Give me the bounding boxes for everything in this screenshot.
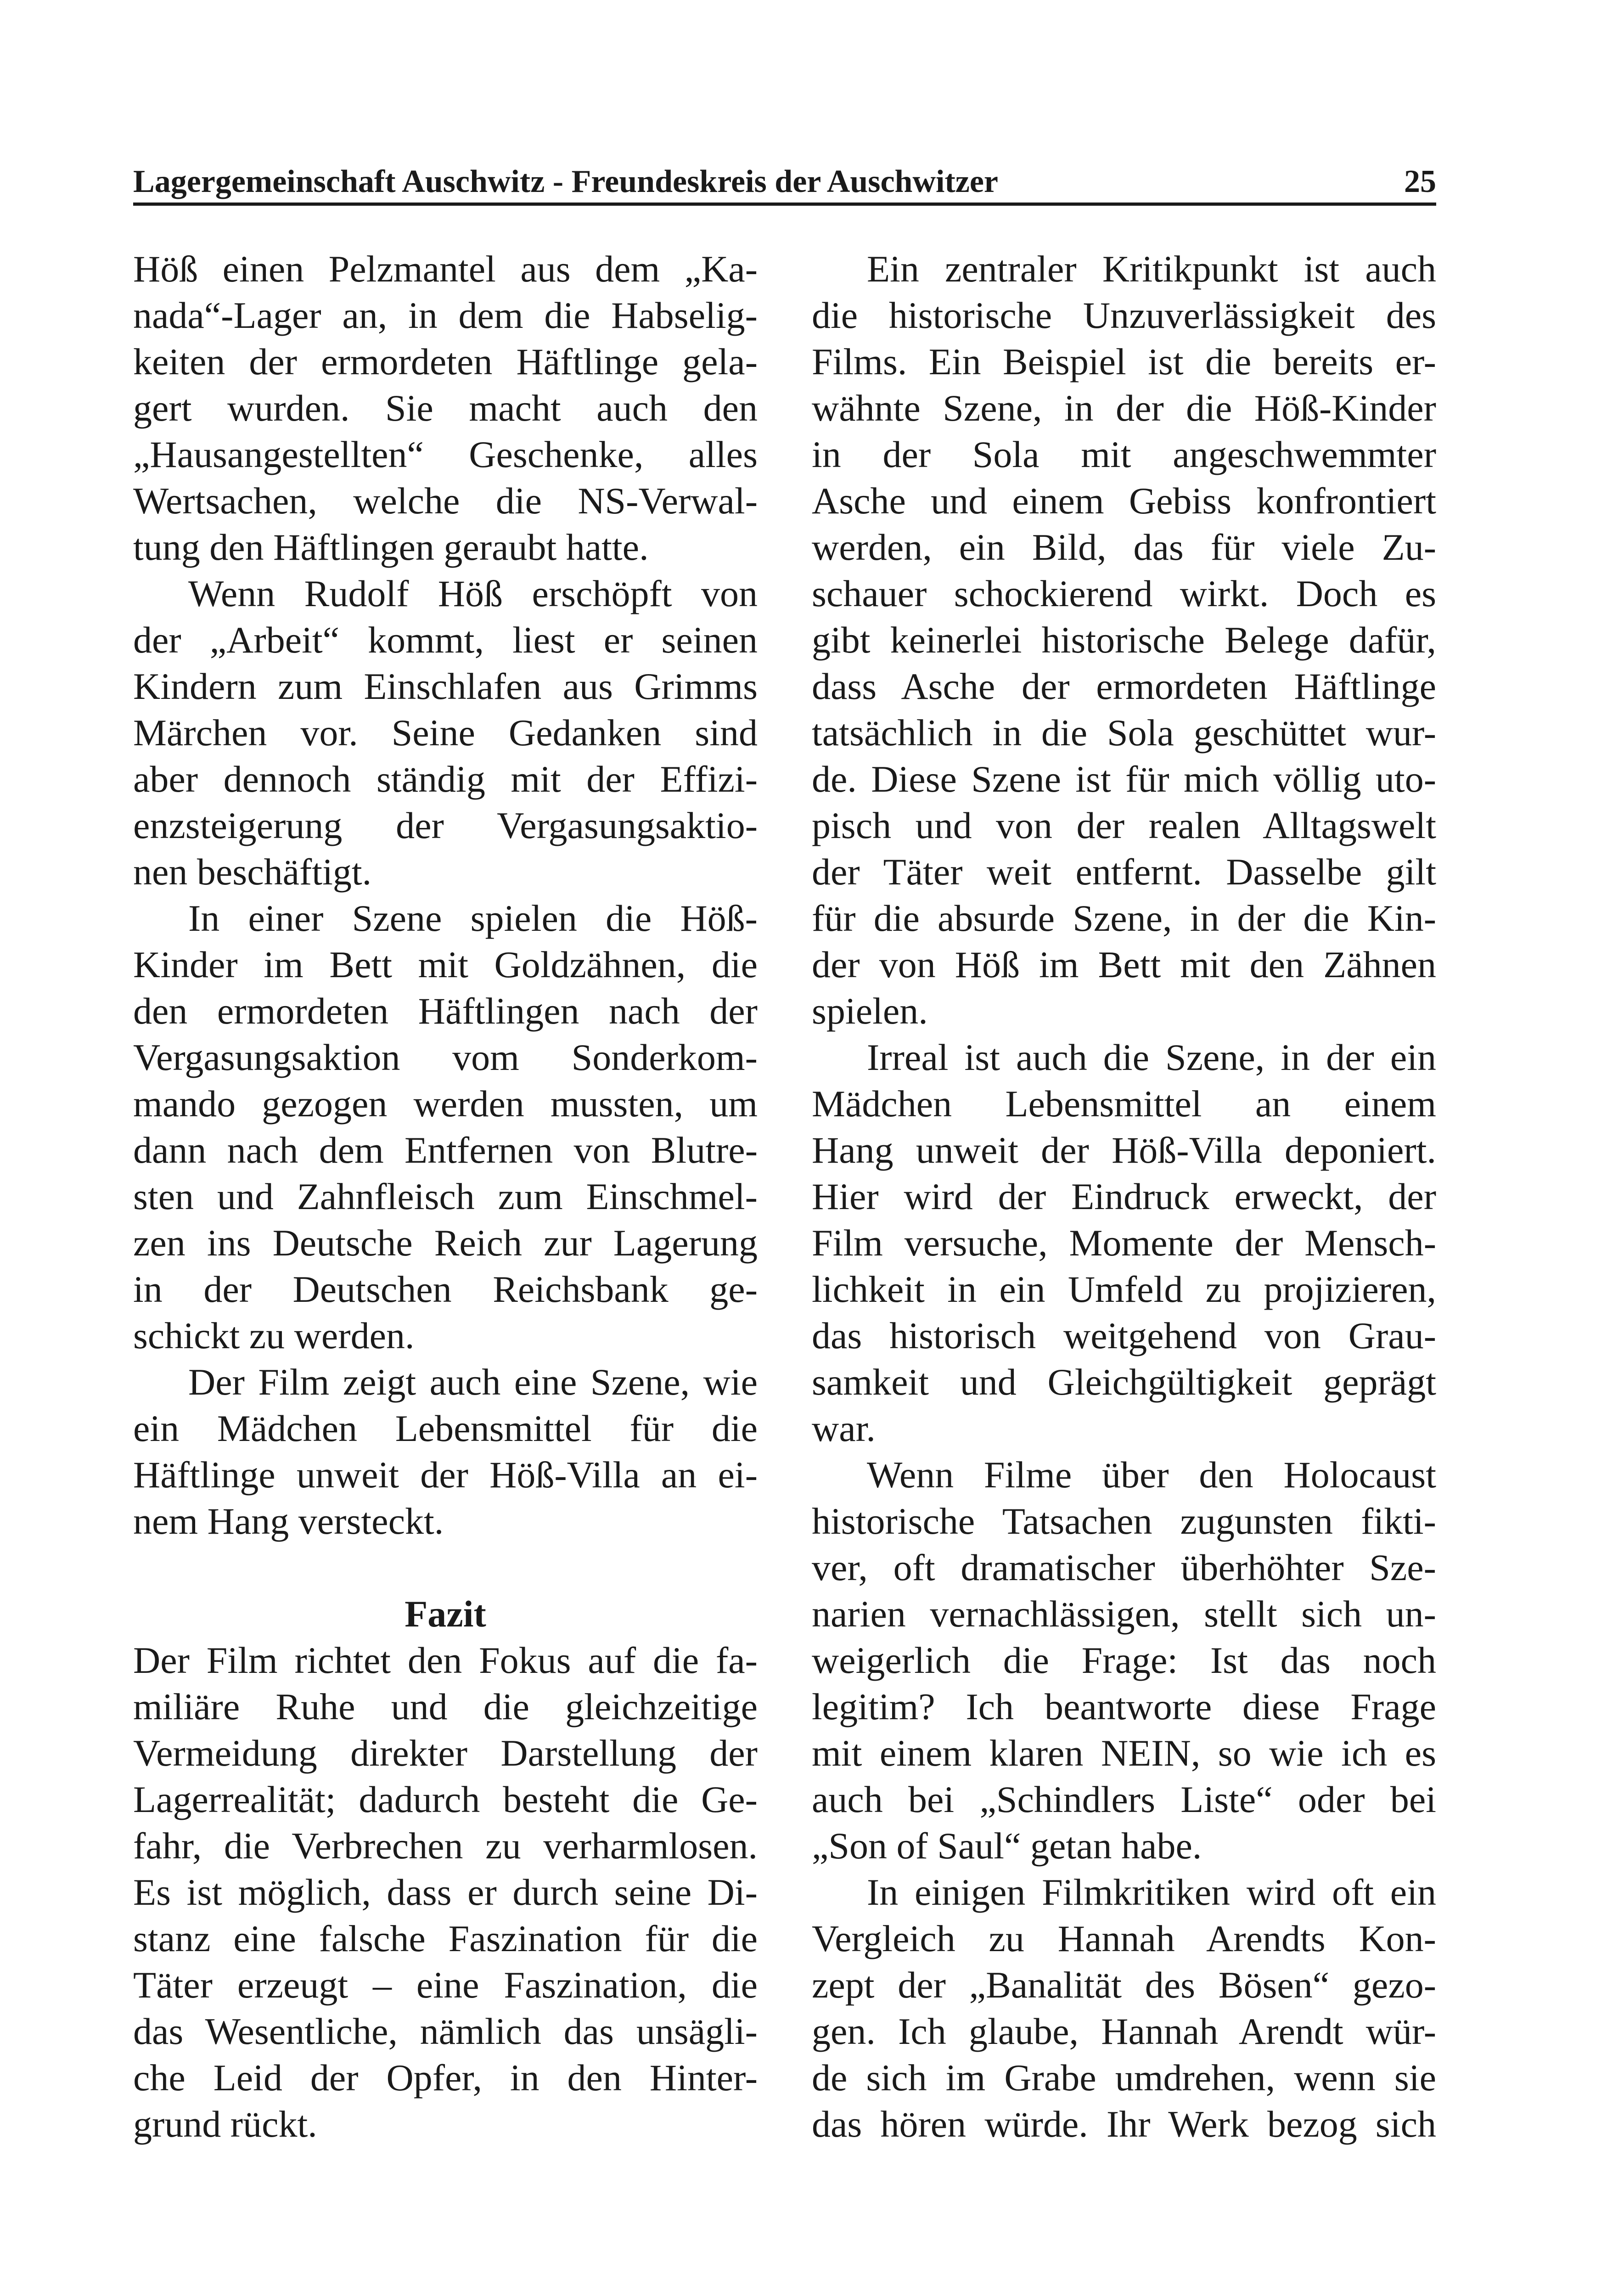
- paragraph: [133, 570, 758, 895]
- text-line: sten und Zahnfleisch zum Einschmel-: [133, 1176, 758, 1217]
- text-line: Vergasungsaktion vom Sonderkom-: [133, 1036, 758, 1078]
- paragraph: [133, 895, 758, 1359]
- text-line: Der Film zeigt auch eine Szene, wie: [188, 1361, 758, 1403]
- text-line: Ein zentraler Kritikpunkt ist auch: [867, 248, 1436, 290]
- text-line: gibt keinerlei historische Belege dafür,: [812, 619, 1436, 661]
- text-line: keiten der ermordeten Häftlinge gela-: [133, 341, 758, 383]
- text-line: dann nach dem Entfernen von Blutre-: [133, 1129, 758, 1171]
- text-line: das hören würde. Ihr Werk bezog sich: [812, 2103, 1436, 2145]
- text-line: In einigen Filmkritiken wird oft ein: [867, 1871, 1436, 1913]
- text-line: Vermeidung direkter Darstellung der: [133, 1732, 758, 1774]
- text-line: miliäre Ruhe und die gleichzeitige: [133, 1686, 758, 1728]
- text-line: zen ins Deutsche Reich zur Lagerung: [133, 1222, 758, 1264]
- text-line: spielen.: [812, 990, 928, 1032]
- text-line: aber dennoch ständig mit der Effizi-: [133, 758, 758, 800]
- text-line: samkeit und Gleichgültigkeit geprägt: [812, 1361, 1436, 1403]
- text-line: ein Mädchen Lebensmittel für die: [133, 1407, 758, 1449]
- text-line: wähnte Szene, in der die Höß-Kinder: [812, 387, 1436, 429]
- text-line: stanz eine falsche Faszination für die: [133, 1918, 758, 1959]
- running-header: [133, 155, 1436, 206]
- text-line: die historische Unzuverlässigkeit des: [812, 294, 1436, 336]
- header-title: Lagergemeinschaft Auschwitz - Freundeskreis der Auschwitzer: [133, 164, 998, 199]
- text-line: „Hausangestellten“ Geschenke, alles: [133, 433, 758, 475]
- text-line: das Wesentliche, nämlich das unsägli-: [133, 2010, 758, 2052]
- page-number: 25: [1404, 164, 1436, 199]
- text-line: Märchen vor. Seine Gedanken sind: [133, 712, 758, 754]
- text-line: für die absurde Szene, in der die Kin-: [812, 897, 1436, 939]
- text-line: grund rückt.: [133, 2103, 317, 2145]
- text-line: schauer schockierend wirkt. Doch es: [812, 573, 1436, 614]
- text-line: In einer Szene spielen die Höß-: [188, 897, 758, 939]
- paragraph: [812, 246, 1436, 1034]
- text-line: nem Hang versteckt.: [133, 1500, 444, 1542]
- text-line: Wenn Filme über den Holocaust: [867, 1454, 1436, 1496]
- text-line: tatsächlich in die Sola geschüttet wur-: [812, 712, 1436, 754]
- text-line: das historisch weitgehend von Grau-: [812, 1315, 1436, 1356]
- text-line: Höß einen Pelzmantel aus dem „Ka-: [133, 248, 758, 290]
- text-line: narien vernachlässigen, stellt sich un-: [812, 1593, 1436, 1635]
- text-line: Hang unweit der Höß-Villa deponiert.: [812, 1129, 1436, 1171]
- text-line: Kinder im Bett mit Goldzähnen, die: [133, 944, 758, 985]
- paragraph: [812, 1452, 1436, 1869]
- text-line: mando gezogen werden mussten, um: [133, 1083, 758, 1125]
- paragraph: [133, 1359, 758, 1544]
- text-line: tung den Häftlingen geraubt hatte.: [133, 526, 649, 568]
- text-line: ver, oft dramatischer überhöhter Sze-: [812, 1547, 1436, 1588]
- text-line: Wertsachen, welche die NS-Verwal-: [133, 480, 758, 522]
- text-line: pisch und von der realen Alltagswelt: [812, 805, 1436, 846]
- text-line: in der Sola mit angeschwemmter: [812, 433, 1436, 475]
- text-line: war.: [812, 1407, 876, 1449]
- text-line: Täter erzeugt – eine Faszination, die: [133, 1964, 758, 2006]
- right-column: [812, 246, 1436, 2147]
- text-line: de. Diese Szene ist für mich völlig uto-: [812, 758, 1436, 800]
- text-line: Lagerrealität; dadurch besteht die Ge-: [133, 1778, 758, 1820]
- paragraph: [812, 1034, 1436, 1452]
- paragraph: [133, 1637, 758, 2147]
- text-line: gen. Ich glaube, Hannah Arendt wür-: [812, 2010, 1436, 2052]
- text-line: Kindern zum Einschlafen aus Grimms: [133, 665, 758, 707]
- section-heading: Fazit: [405, 1593, 486, 1635]
- text-line: Es ist möglich, dass er durch seine Di-: [133, 1871, 758, 1913]
- text-line: legitim? Ich beantworte diese Frage: [812, 1686, 1436, 1728]
- section-spacer: [133, 1544, 758, 1591]
- text-line: gert wurden. Sie macht auch den: [133, 387, 758, 429]
- text-line: in der Deutschen Reichsbank ge-: [133, 1268, 758, 1310]
- text-line: Irreal ist auch die Szene, in der ein: [867, 1036, 1436, 1078]
- text-line: weigerlich die Frage: Ist das noch: [812, 1639, 1436, 1681]
- text-line: der „Arbeit“ kommt, liest er seinen: [133, 619, 758, 661]
- text-line: enzsteigerung der Vergasungsaktio-: [133, 805, 758, 846]
- text-line: mit einem klaren NEIN, so wie ich es: [812, 1732, 1436, 1774]
- text-line: zept der „Banalität des Bösen“ gezo-: [812, 1964, 1436, 2006]
- text-line: dass Asche der ermordeten Häftlinge: [812, 665, 1436, 707]
- text-line: Film versuche, Momente der Mensch-: [812, 1222, 1436, 1264]
- text-line: nada“-Lager an, in dem die Habselig-: [133, 294, 758, 336]
- text-line: Asche und einem Gebiss konfrontiert: [812, 480, 1436, 522]
- left-column: [133, 246, 758, 2147]
- paragraph: [812, 1869, 1436, 2147]
- text-line: auch bei „Schindlers Liste“ oder bei: [812, 1778, 1436, 1820]
- text-line: lichkeit in ein Umfeld zu projizieren,: [812, 1268, 1436, 1310]
- text-line: Hier wird der Eindruck erweckt, der: [812, 1176, 1436, 1217]
- text-line: de sich im Grabe umdrehen, wenn sie: [812, 2057, 1436, 2099]
- text-line: fahr, die Verbrechen zu verharmlosen.: [133, 1825, 758, 1867]
- text-line: „Son of Saul“ getan habe.: [812, 1825, 1202, 1867]
- text-line: Häftlinge unweit der Höß-Villa an ei-: [133, 1454, 758, 1496]
- text-line: der von Höß im Bett mit den Zähnen: [812, 944, 1436, 985]
- text-line: Der Film richtet den Fokus auf die fa-: [133, 1639, 758, 1681]
- text-line: Wenn Rudolf Höß erschöpft von: [188, 573, 758, 614]
- text-line: der Täter weit entfernt. Dasselbe gilt: [812, 851, 1436, 893]
- text-line: den ermordeten Häftlingen nach der: [133, 990, 758, 1032]
- text-line: schickt zu werden.: [133, 1315, 415, 1356]
- text-line: Vergleich zu Hannah Arendts Kon-: [812, 1918, 1436, 1959]
- text-line: che Leid der Opfer, in den Hinter-: [133, 2057, 758, 2099]
- text-line: nen beschäftigt.: [133, 851, 372, 893]
- text-line: historische Tatsachen zugunsten fikti-: [812, 1500, 1436, 1542]
- text-line: Films. Ein Beispiel ist die bereits er-: [812, 341, 1436, 383]
- paragraph: [133, 246, 758, 570]
- text-line: Mädchen Lebensmittel an einem: [812, 1083, 1436, 1125]
- text-line: werden, ein Bild, das für viele Zu-: [812, 526, 1436, 568]
